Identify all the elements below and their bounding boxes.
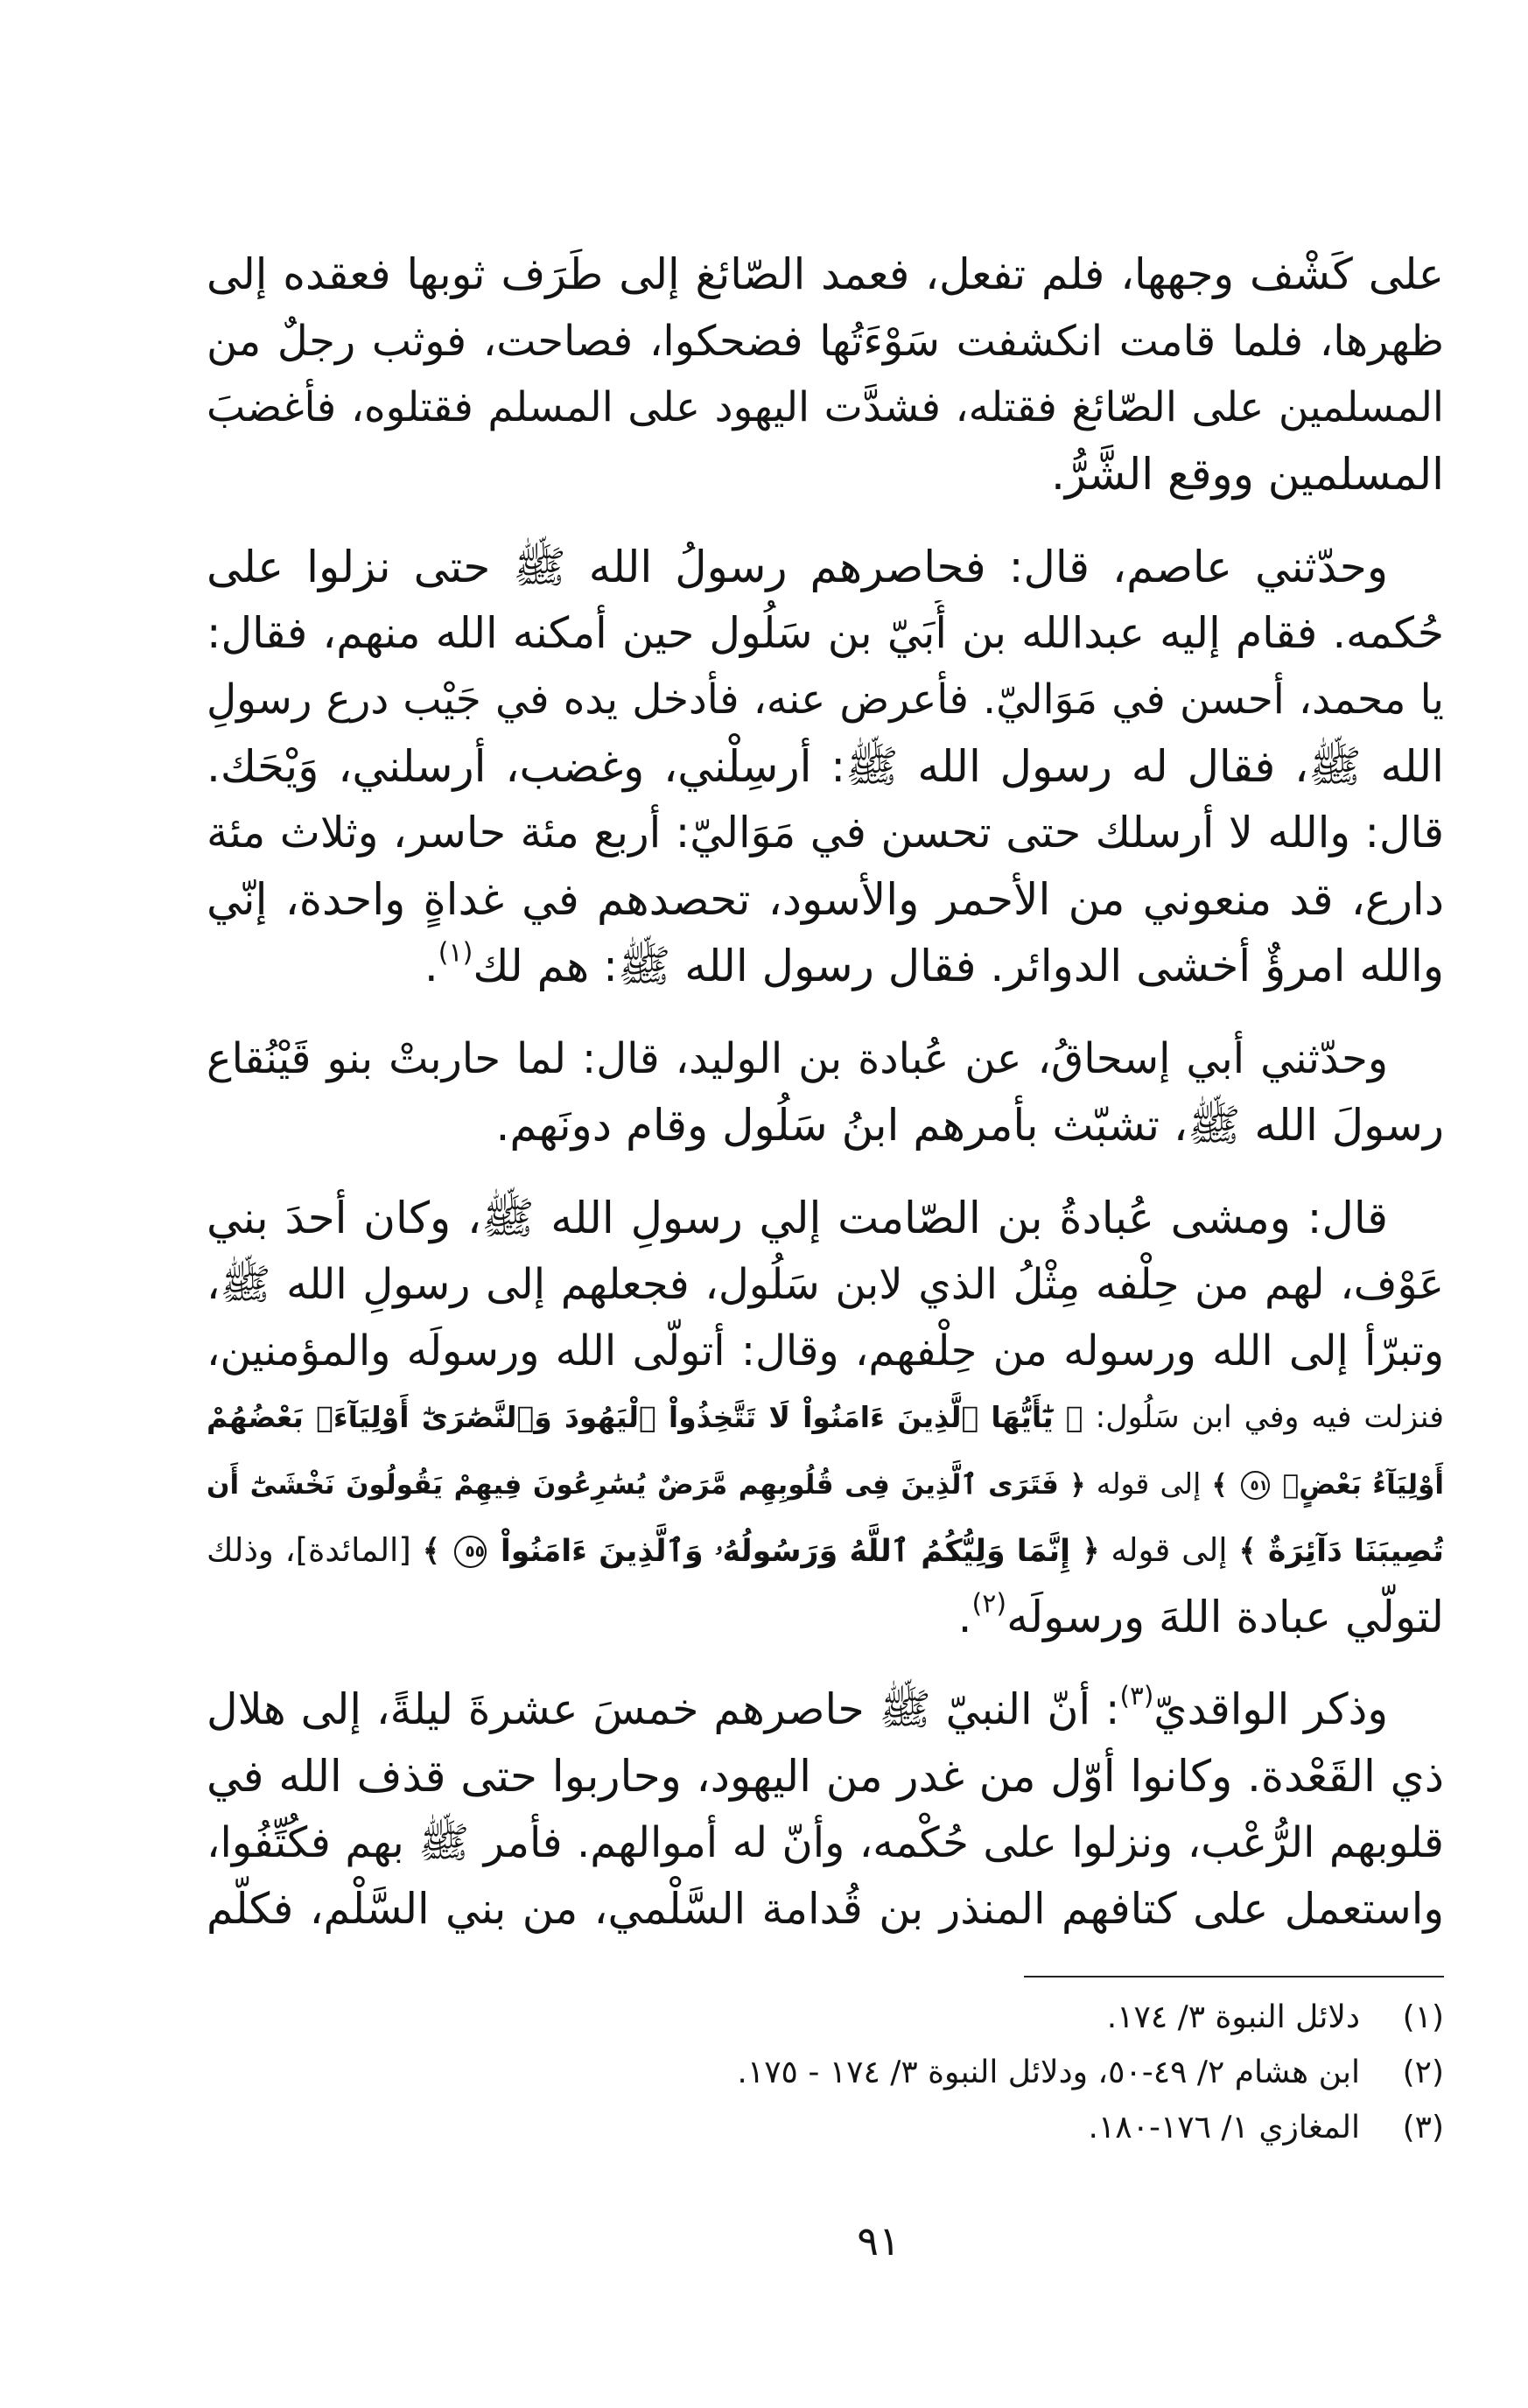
quran-bracket: ﴾ — [1211, 1469, 1239, 1501]
footnote-text: المغازي ١/ ١٧٦-١٨٠. — [1088, 2110, 1360, 2146]
footnote-text: دلائل النبوة ٣/ ١٧٤. — [1106, 1999, 1360, 2035]
quran-quote: أَوْلِيَآءُ بَعْضٍۚ — [1272, 1469, 1444, 1501]
paragraph — [207, 534, 1444, 999]
text-line: وتبرّأ إلى الله ورسوله من حِلْفهم، وقال: أتولّى الله ورسولَه والمؤمنين، — [207, 1326, 1444, 1376]
text-line — [207, 933, 1444, 999]
text-line: يا محمد، أحسن في مَوَاليّ. فأعرض عنه، فأدخل يده في جَيْب درع رسولِ — [207, 676, 1444, 724]
footnote-reference: (٣) — [1119, 1680, 1154, 1711]
text-run: : أنّ النبيّ ﷺ حاصرهم خمسَ عشرةَ ليلةً، إلى هلال — [207, 1684, 1120, 1734]
text-line: دارع، قد منعوني من الأحمر والأسود، تحصدهم في غداةٍ واحدة، إنّي — [207, 874, 1444, 925]
text-line: على كَشْف وجهها، فلم تفعل، فعمد الصّائغ إلى طَرَف ثوبها فعقده إلى — [207, 249, 1444, 299]
text-run: . — [424, 941, 438, 991]
text-line — [207, 1584, 1444, 1650]
text-run: إلى قوله — [1085, 1466, 1212, 1501]
text-line — [207, 1451, 1444, 1517]
footnote — [207, 2045, 1444, 2100]
footnote-text: ابن هشام ٢/ ٤٩-٥٠، ودلائل النبوة ٣/ ١٧٤ - ١٧٥. — [737, 2054, 1360, 2090]
main-text — [207, 242, 1444, 1942]
text-run: لتولّي عبادة اللهَ ورسولَه — [1006, 1592, 1444, 1642]
text-line: الله ﷺ، فقال له رسول الله ﷺ: أرسِلْني، وغضب، أرسلني، وَيْحَك. — [207, 741, 1444, 792]
text-run: والله امرؤٌ أخشى الدوائر. فقال رسول الله ﷺ: هم لك — [473, 941, 1444, 991]
text-line: وحدّثني أبي إسحاقُ، عن عُبادة بن الوليد، قال: لما حاربتْ بنو قَيْنُقاع — [207, 1034, 1388, 1083]
text-run: . — [957, 1592, 972, 1642]
text-line: حُكمه. فقام إليه عبدالله بن أُبَيّ بن سَلُول حين أمكنه الله منهم، فقال: — [207, 608, 1444, 658]
paragraph — [207, 1026, 1444, 1158]
footnote — [207, 2100, 1444, 2155]
text-line: عَوْف، لهم من حِلْفه مِثْلُ الذي لابن سَلُول، فجعلهم إلى رسولِ الله ﷺ، — [207, 1260, 1444, 1309]
text-line: المسلمين ووقع الشَّرُّ. — [1050, 449, 1444, 500]
quran-quote: ﴿ يَٰٓأَيُّهَا ٱلَّذِينَ ءَامَنُواْ لَا تَتَّخِذُواْ ٱلْيَهُودَ وَٱلنَّصَٰرَىٰٓ أَوْلِيَآءَۘ بَعْضُهُمْ — [207, 1400, 1083, 1434]
footnote-marker: (١) — [1402, 1999, 1444, 2035]
footnote-reference: (١) — [438, 937, 473, 969]
paragraph — [207, 1676, 1444, 1942]
text-line — [207, 1517, 1444, 1584]
paragraph — [207, 242, 1444, 508]
text-line: وحدّثني عاصم، قال: فحاصرهم رسولُ الله ﷺ حتى نزلوا على — [207, 542, 1388, 592]
footnote-reference: (٢) — [971, 1588, 1007, 1620]
footnote-marker: (٢) — [1402, 2054, 1444, 2090]
footnote-separator — [1024, 1976, 1444, 1978]
text-line: قال: ومشى عُبادةُ بن الصّامت إلي رسولِ الله ﷺ، وكان أحدَ بني — [207, 1193, 1388, 1243]
text-line: واستعمل على كتافهم المنذر بن قُدامة السَّلْمي، من بني السَّلْم، فكلّم — [207, 1884, 1444, 1934]
text-run: [المائدة]، وذلك — [207, 1531, 423, 1569]
footnote-marker: (٣) — [1402, 2110, 1444, 2146]
text-run: إلى قوله — [1099, 1531, 1239, 1569]
quran-quote: ﴿ إِنَّمَا وَلِيُّكُمُ ٱللَّهُ وَرَسُولُهُۥ وَٱلَّذِينَ ءَامَنُواْ — [488, 1534, 1100, 1569]
text-line: قال: والله لا أرسلك حتى تحسن في مَوَاليّ: أربع مئة حاسر، وثلاث مئة — [207, 808, 1444, 858]
text-line: رسولَ الله ﷺ، تشبّث بأمرهم ابنُ سَلُول وقام دونَهم. — [495, 1100, 1444, 1151]
text-run: فنزلت فيه وفي ابن سَلُول: — [1083, 1400, 1444, 1435]
verse-number: ٥١ — [1241, 1471, 1270, 1500]
text-line: المسلمين على الصّائغ فقتله، فشدَّت اليهود على المسلم فقتلوه، فأغضبَ — [207, 383, 1444, 431]
paragraph — [207, 1185, 1444, 1650]
text-line: قلوبهم الرُّعْب، ونزلوا على حُكْمه، وأنّ له أموالهم. فأمر ﷺ بهم فكُتِّفُوا، — [207, 1818, 1444, 1867]
page-number: ٩١ — [857, 2217, 901, 2264]
footnotes — [207, 1990, 1444, 2155]
text-line — [207, 1384, 1444, 1451]
footnote — [207, 1990, 1444, 2045]
quran-quote: تُصِيبَنَا دَآئِرَةٌ ﴾ — [1238, 1534, 1444, 1569]
verse-number: ٥٥ — [454, 1536, 487, 1568]
text-run: وذكر الواقديّ — [1153, 1684, 1388, 1734]
text-line — [207, 1676, 1444, 1743]
text-line: ظهرها، فلما قامت انكشفت سَوْءَتُها فضحكوا، فصاحت، فوثب رجلٌ من — [207, 317, 1444, 366]
quran-quote: ﴿ فَتَرَى ٱلَّذِينَ فِى قُلُوبِهِم مَّرَضٌ يُسَٰرِعُونَ فِيهِمْ يَقُولُونَ نَخْشَىٰٓ أَن — [207, 1469, 1086, 1501]
quran-bracket: ﴾ — [422, 1534, 452, 1569]
text-line: ذي القَعْدة. وكانوا أوّل من غدر من اليهود، وحاربوا حتى قذف الله في — [207, 1751, 1444, 1802]
